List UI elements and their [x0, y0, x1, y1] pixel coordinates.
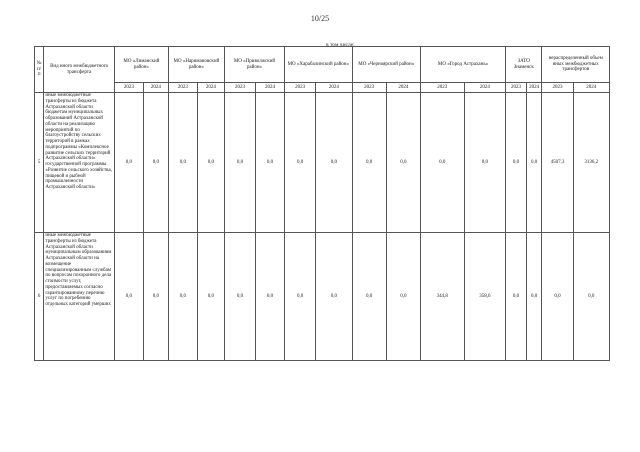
value-cell: 0,0 — [542, 233, 573, 361]
value-cell: 0,0 — [143, 93, 168, 233]
year-header: 2023 — [506, 83, 527, 93]
value-cell: 0,0 — [224, 93, 255, 233]
year-header: 2024 — [386, 83, 420, 93]
value-cell: 0,0 — [256, 93, 285, 233]
value-cell: 3136,2 — [573, 93, 609, 233]
year-header: 2023 — [114, 83, 143, 93]
value-cell: 0,0 — [316, 233, 352, 361]
row-number: 6 — [35, 233, 44, 361]
value-cell: 0,0 — [143, 233, 168, 361]
table-row — [35, 233, 610, 361]
value-cell: 0,0 — [526, 93, 542, 233]
header-group: МО «Наримановский район» — [168, 47, 224, 83]
value-cell: 0,0 — [573, 233, 609, 361]
table-subcaption: в том числе: — [326, 42, 355, 48]
value-cell: 0,0 — [526, 233, 542, 361]
value-cell: 358,6 — [464, 233, 506, 361]
header-group: нераспределенный объем иных межбюджетных трансфертов — [542, 47, 610, 83]
year-header: 2023 — [168, 83, 197, 93]
value-cell: 0,0 — [464, 93, 506, 233]
value-cell: 0,0 — [224, 233, 255, 361]
value-cell: 0,0 — [114, 233, 143, 361]
value-cell: 0,0 — [386, 93, 420, 233]
year-header: 2023 — [285, 83, 316, 93]
value-cell: 0,0 — [285, 93, 316, 233]
value-cell: 0,0 — [197, 93, 224, 233]
value-cell: 0,0 — [386, 233, 420, 361]
header-num: № п/п — [35, 47, 44, 93]
year-header: 2023 — [352, 83, 386, 93]
value-cell: 0,0 — [352, 93, 386, 233]
value-cell: 0,0 — [316, 93, 352, 233]
header-group: МО «Приволжский район» — [224, 47, 284, 83]
header-group: МО «Харабалинский район» — [285, 47, 352, 83]
value-cell: 0,0 — [420, 93, 464, 233]
row-number: 5 — [35, 93, 44, 233]
value-cell: 0,0 — [168, 233, 197, 361]
budget-transfer-table — [34, 46, 610, 361]
year-header: 2024 — [256, 83, 285, 93]
year-header: 2024 — [316, 83, 352, 93]
value-cell: 4507,3 — [542, 93, 573, 233]
year-header: 2023 — [542, 83, 573, 93]
year-header: 2024 — [573, 83, 609, 93]
year-header: 2024 — [526, 83, 542, 93]
year-header: 2024 — [143, 83, 168, 93]
value-cell: 0,0 — [168, 93, 197, 233]
year-header-row — [35, 83, 610, 93]
value-cell: 0,0 — [256, 233, 285, 361]
value-cell: 0,0 — [352, 233, 386, 361]
year-header: 2024 — [464, 83, 506, 93]
value-cell: 0,0 — [506, 233, 527, 361]
value-cell: 0,0 — [506, 93, 527, 233]
year-header: 2024 — [197, 83, 224, 93]
value-cell: 0,0 — [114, 93, 143, 233]
header-group: МО «Лиманский район» — [114, 47, 168, 83]
header-group: МО «Город Астрахань» — [420, 47, 505, 83]
row-description: иные межбюджетные трансферты из бюджета Астраханской области бюджетам муниципальных образований Астраханской области на реализацию мероприятий по благоустройству сельских территорий в рамках подпрограммы «Комплексное развитие сельских территорий Астраханской области» государственной программы «Развитие сельского хозяйства, пищевой и рыбной промышленности Астраханской области» — [44, 93, 115, 233]
header-group: ЗАТО Знаменск — [506, 47, 542, 83]
row-description: иные межбюджетные трансферты из бюджета Астраханской области муниципальным образованиям Астраханской области на возмещение специализированным службам по вопросам похоронного дела стоимости услуг, предоставляемых согласно гарантированному перечню услуг по погребению отдельных категорий умерших — [44, 233, 115, 361]
value-cell: 0,0 — [285, 233, 316, 361]
header-transfer-type: Вид иного межбюджетного трансферта — [44, 47, 115, 93]
table-row — [35, 93, 610, 233]
value-cell: 0,0 — [197, 233, 224, 361]
year-header: 2023 — [420, 83, 464, 93]
value-cell: 344,8 — [420, 233, 464, 361]
header-group: МО «Черноярский район» — [352, 47, 420, 83]
page-number: 10/25 — [310, 14, 330, 23]
header-row — [35, 47, 610, 83]
year-header: 2023 — [224, 83, 255, 93]
